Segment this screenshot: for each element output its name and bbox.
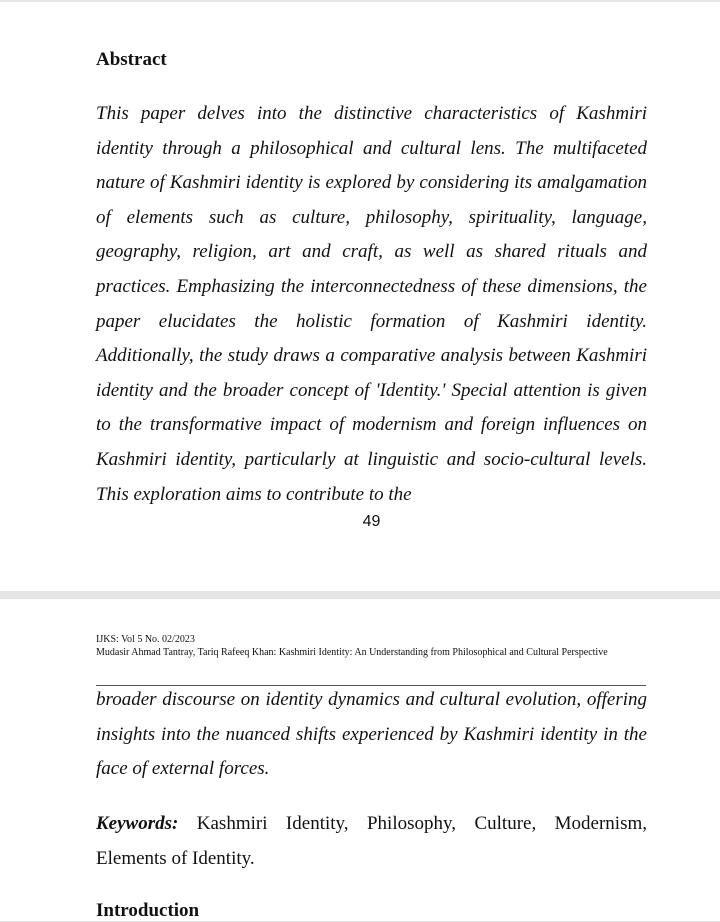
keywords-paragraph <box>96 807 647 876</box>
introduction-heading: Introduction <box>96 900 200 921</box>
article-citation: Mudasir Ahmad Tantray, Tariq Rafeeq Khan: Kashmiri Identity: An Understanding from Philosophical and Cultural Perspective <box>96 646 608 658</box>
abstract-text: This paper delves into the distinctive characteristics of Kashmiri identity through a philosophical and cultural lens. The multifaceted nature of Kashmiri identity is explored by considering its amalgamation of elements such as culture, philosophy, spirituality, language, geography, religion, art and craft, as well as shared rituals and practices. Emphasizing the interconnectedness of these dimensions, the paper elucidates the holistic formation of Kashmiri identity. Additionally, the study draws a comparative analysis between Kashmiri identity and the broader concept of 'Identity.' Special attention is given to the transformative impact of modernism and foreign influences on Kashmiri identity, particularly at linguistic and socio-cultural levels. This exploration aims to contribute to the <box>96 103 647 505</box>
abstract-text-continued: broader discourse on identity dynamics and cultural evolution, offering insights into the nuanced shifts experienced by Kashmiri identity in the face of external forces. <box>96 689 647 780</box>
journal-info: IJKS: Vol 5 No. 02/2023 <box>96 634 195 645</box>
keywords-text: Kashmiri Identity, Philosophy, Culture, Modernism, Elements of Identity. <box>96 813 647 869</box>
page-number: 49 <box>362 513 381 530</box>
abstract-heading: Abstract <box>96 49 167 70</box>
running-head <box>96 634 648 659</box>
keywords-label: Keywords: <box>96 813 179 834</box>
page-50 <box>0 599 720 921</box>
